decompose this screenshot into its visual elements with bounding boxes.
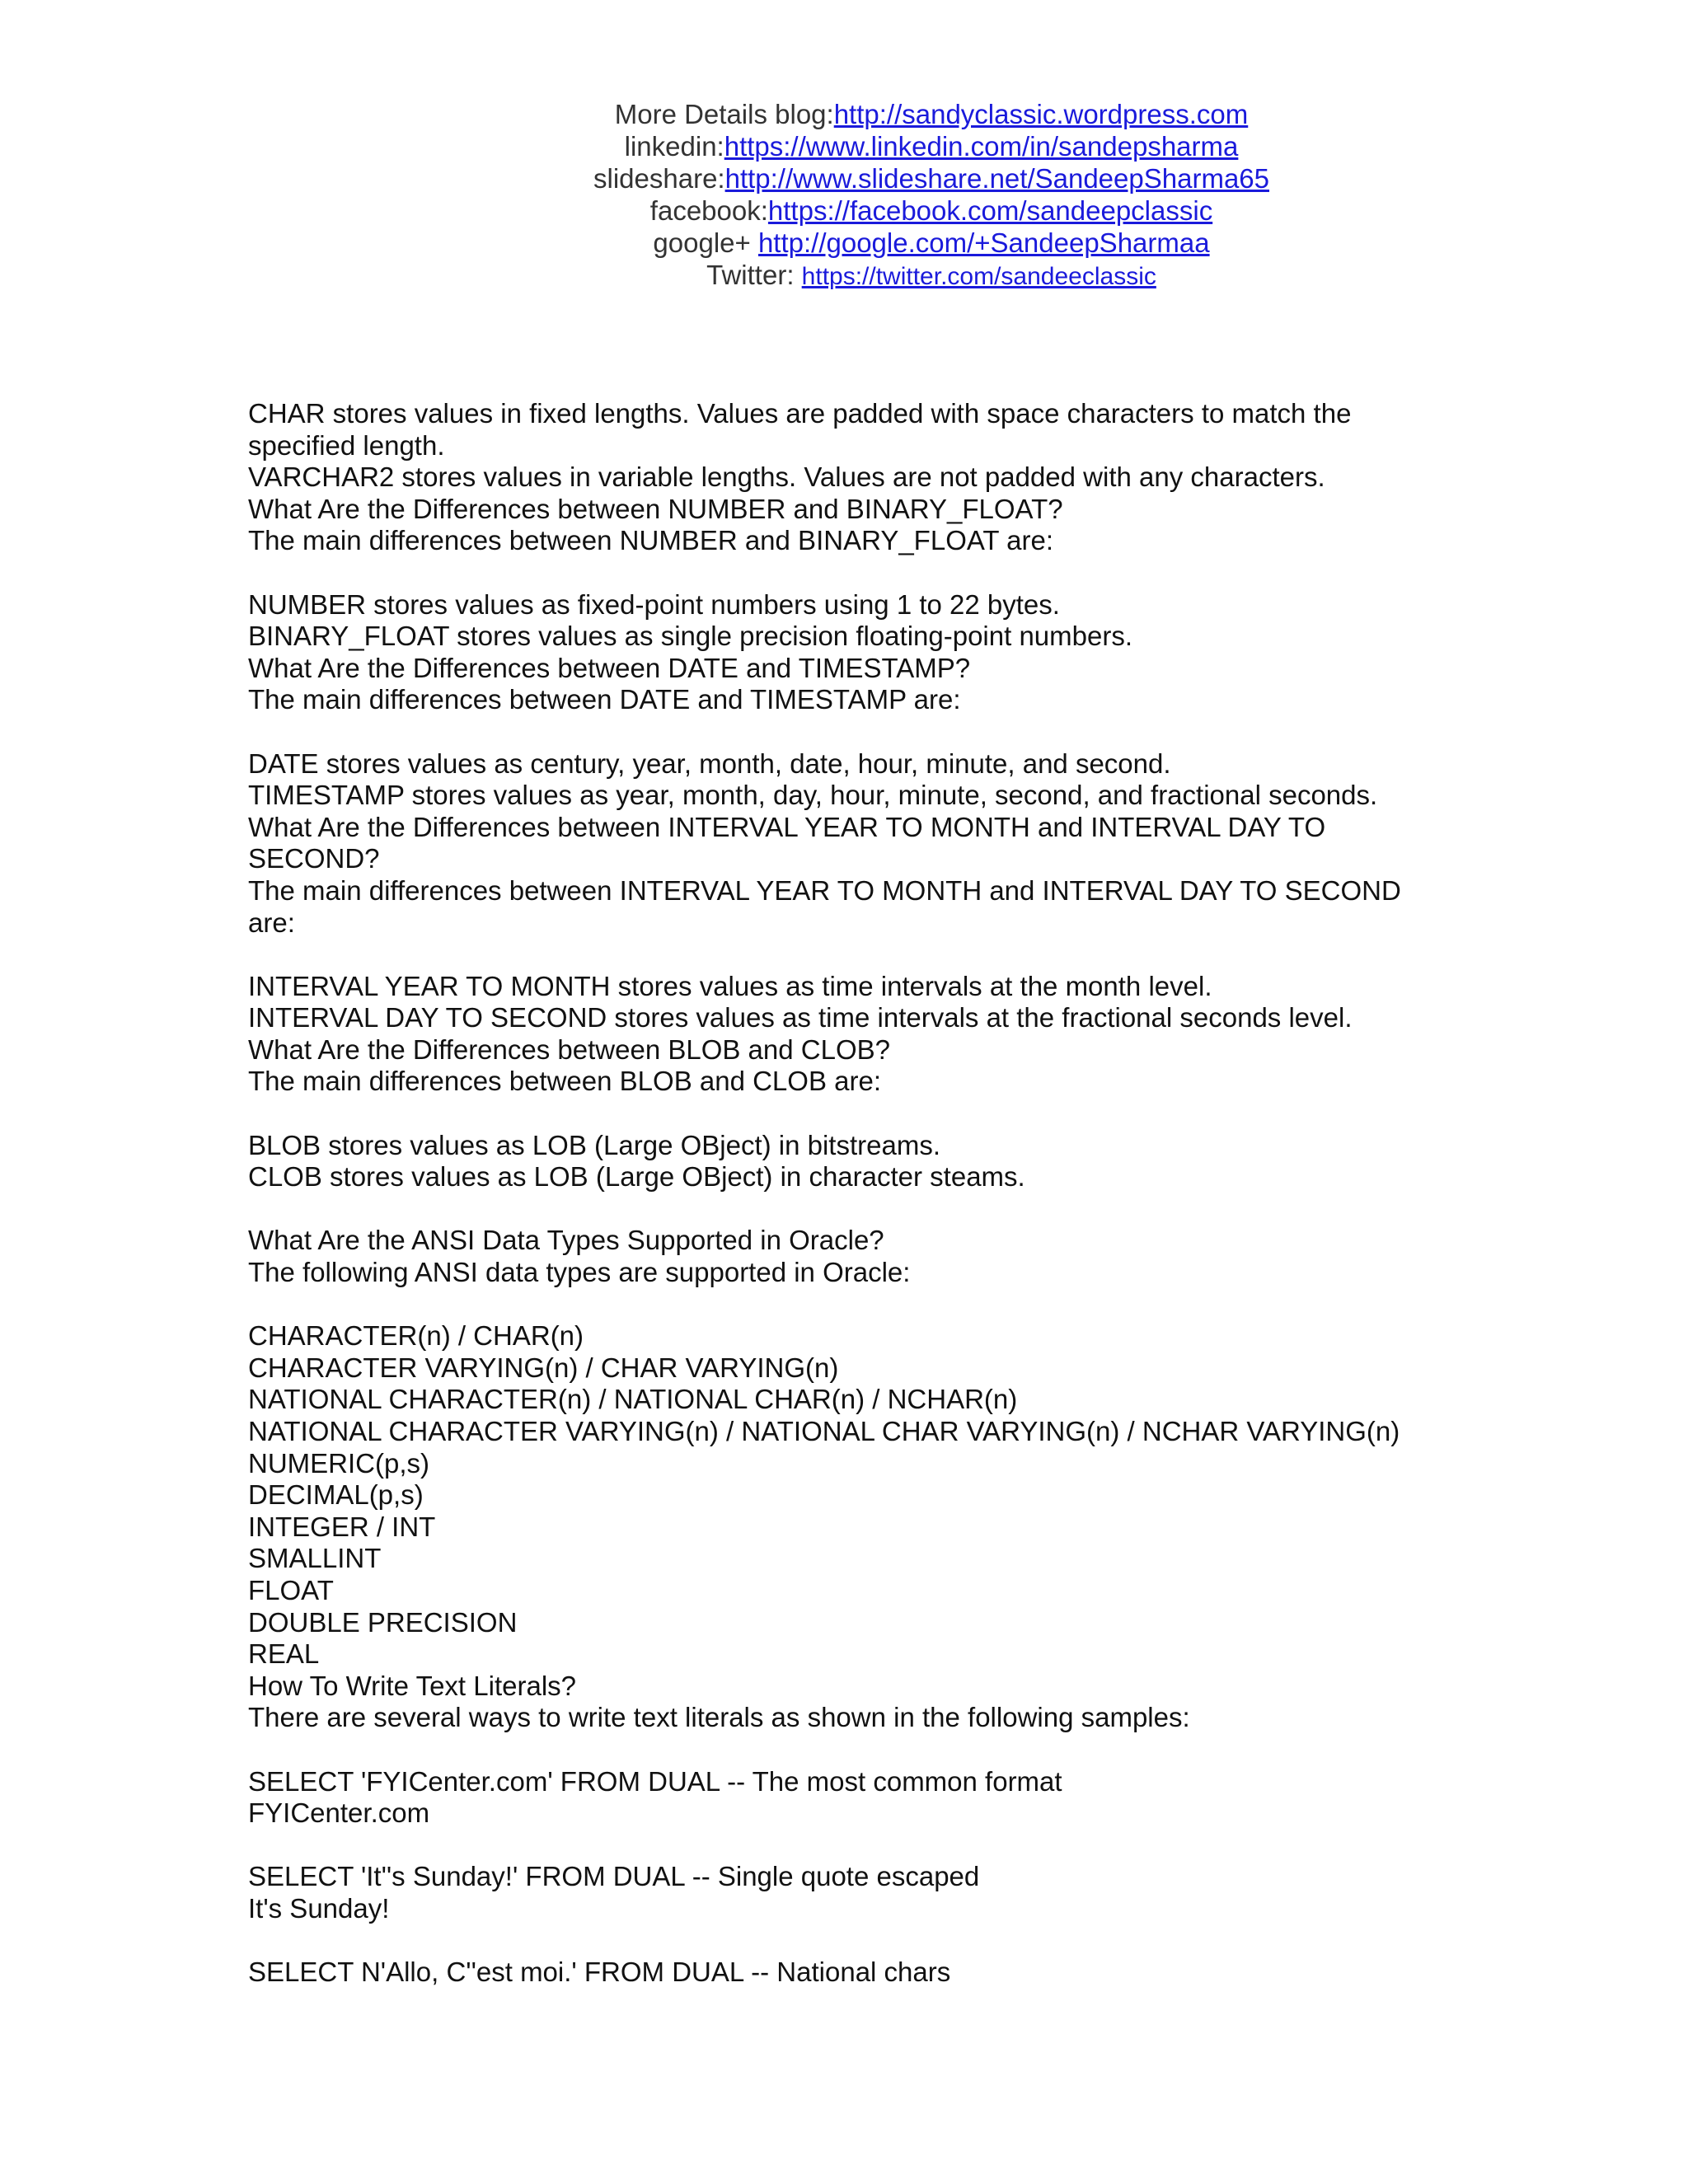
text-line: BLOB stores values as LOB (Large OBject) in bitstreams. [248, 1129, 941, 1160]
text-line: The main differences between NUMBER and BINARY_FLOAT are: [248, 525, 1054, 556]
text-line: specified length. [248, 429, 445, 461]
text-line: CHAR stores values in fixed lengths. Values are padded with space characters to match the [248, 398, 1352, 429]
text-line: DOUBLE PRECISION [248, 1606, 518, 1638]
blank-line [248, 939, 1451, 971]
text-line: INTEGER / INT [248, 1511, 436, 1542]
twitter-link[interactable]: https://twitter.com/sandeeclassic [801, 263, 1156, 290]
linkedin-link[interactable]: https://www.linkedin.com/in/sandepsharma [724, 131, 1239, 162]
text-line: BINARY_FLOAT stores values as single precision floating-point numbers. [248, 621, 1133, 652]
text-line: VARCHAR2 stores values in variable lengths. Values are not padded with any characters. [248, 462, 1325, 493]
blank-line [248, 1734, 1451, 1766]
text-line: It's Sunday! [248, 1892, 390, 1924]
text-line: SELECT N'Allo, C''est moi.' FROM DUAL -- National chars [248, 1957, 951, 1988]
blank-line [248, 1289, 1451, 1321]
text-line: FLOAT [248, 1574, 334, 1605]
blank-line [248, 716, 1451, 748]
text-line: What Are the Differences between INTERVAL YEAR TO MONTH and INTERVAL DAY TO [248, 811, 1326, 842]
text-line: SELECT 'It''s Sunday!' FROM DUAL -- Single quote escaped [248, 1861, 980, 1892]
text-line: INTERVAL YEAR TO MONTH stores values as time intervals at the month level. [248, 970, 1212, 1001]
text-line: NATIONAL CHARACTER(n) / NATIONAL CHAR(n) / NCHAR(n) [248, 1384, 1018, 1415]
header-links [0, 98, 1688, 291]
text-line: NUMBER stores values as fixed-point numbers using 1 to 22 bytes. [248, 588, 1060, 620]
header-line-facebook [87, 194, 1688, 227]
text-line: SMALLINT [248, 1543, 382, 1574]
text-line: TIMESTAMP stores values as year, month, day, hour, minute, second, and fractional seconds. [248, 780, 1378, 811]
header-line-slideshare [87, 162, 1688, 194]
blank-line [248, 1925, 1451, 1957]
header-label-twitter: Twitter: [706, 260, 802, 290]
header-label-google: google+ [653, 227, 758, 258]
google-plus-link[interactable]: http://google.com/+SandeepSharmaa [757, 227, 1210, 258]
blank-line [248, 1098, 1451, 1130]
header-label-slideshare: slideshare: [593, 163, 725, 194]
header-line-twitter [87, 259, 1688, 291]
text-line: The main differences between DATE and TIMESTAMP are: [248, 684, 961, 715]
text-line: CLOB stores values as LOB (Large OBject) in character steams. [248, 1161, 1025, 1193]
blank-line [248, 1193, 1451, 1226]
header-label-facebook: facebook: [649, 195, 768, 226]
text-line: REAL [248, 1638, 320, 1670]
text-line: NUMERIC(p,s) [248, 1447, 429, 1479]
facebook-link[interactable]: https://facebook.com/sandeepclassic [767, 195, 1213, 226]
header-label-linkedin: linkedin: [624, 131, 724, 162]
text-line: How To Write Text Literals? [248, 1670, 576, 1701]
blank-line [248, 1830, 1451, 1862]
text-line: are: [248, 907, 295, 938]
text-line: The following ANSI data types are supported in Oracle: [248, 1257, 911, 1288]
text-line: FYICenter.com [248, 1797, 430, 1829]
text-line: DECIMAL(p,s) [248, 1479, 424, 1511]
text-line: INTERVAL DAY TO SECOND stores values as time intervals at the fractional seconds level. [248, 1002, 1353, 1033]
header-line-google [87, 227, 1688, 259]
header-line-blog [87, 98, 1688, 130]
text-line: NATIONAL CHARACTER VARYING(n) / NATIONAL CHAR VARYING(n) / NCHAR VARYING(n) [248, 1416, 1400, 1446]
text-line: SELECT 'FYICenter.com' FROM DUAL -- The most common format [248, 1765, 1062, 1797]
text-line: DATE stores values as century, year, month, date, hour, minute, and second. [248, 748, 1171, 779]
text-line: What Are the ANSI Data Types Supported in Oracle? [248, 1225, 884, 1256]
blog-link[interactable]: http://sandyclassic.wordpress.com [833, 99, 1249, 129]
text-line: What Are the Differences between BLOB and CLOB? [248, 1033, 890, 1065]
text-line: CHARACTER(n) / CHAR(n) [248, 1320, 584, 1352]
text-line: There are several ways to write text literals as shown in the following samples: [248, 1702, 1190, 1733]
text-line: SECOND? [248, 843, 380, 874]
text-line: What Are the Differences between DATE and TIMESTAMP? [248, 652, 971, 683]
blank-line [248, 557, 1451, 589]
text-line: The main differences between INTERVAL YEAR TO MONTH and INTERVAL DAY TO SECOND [248, 874, 1401, 906]
text-line: The main differences between BLOB and CLOB are: [248, 1066, 881, 1097]
header-label-blog: More Details blog: [614, 99, 834, 129]
header-line-linkedin [87, 130, 1688, 162]
text-line: CHARACTER VARYING(n) / CHAR VARYING(n) [248, 1352, 839, 1383]
slideshare-link[interactable]: http://www.slideshare.net/SandeepSharma65 [724, 163, 1269, 194]
document-body [248, 398, 1451, 1989]
text-line: What Are the Differences between NUMBER and BINARY_FLOAT? [248, 493, 1063, 524]
